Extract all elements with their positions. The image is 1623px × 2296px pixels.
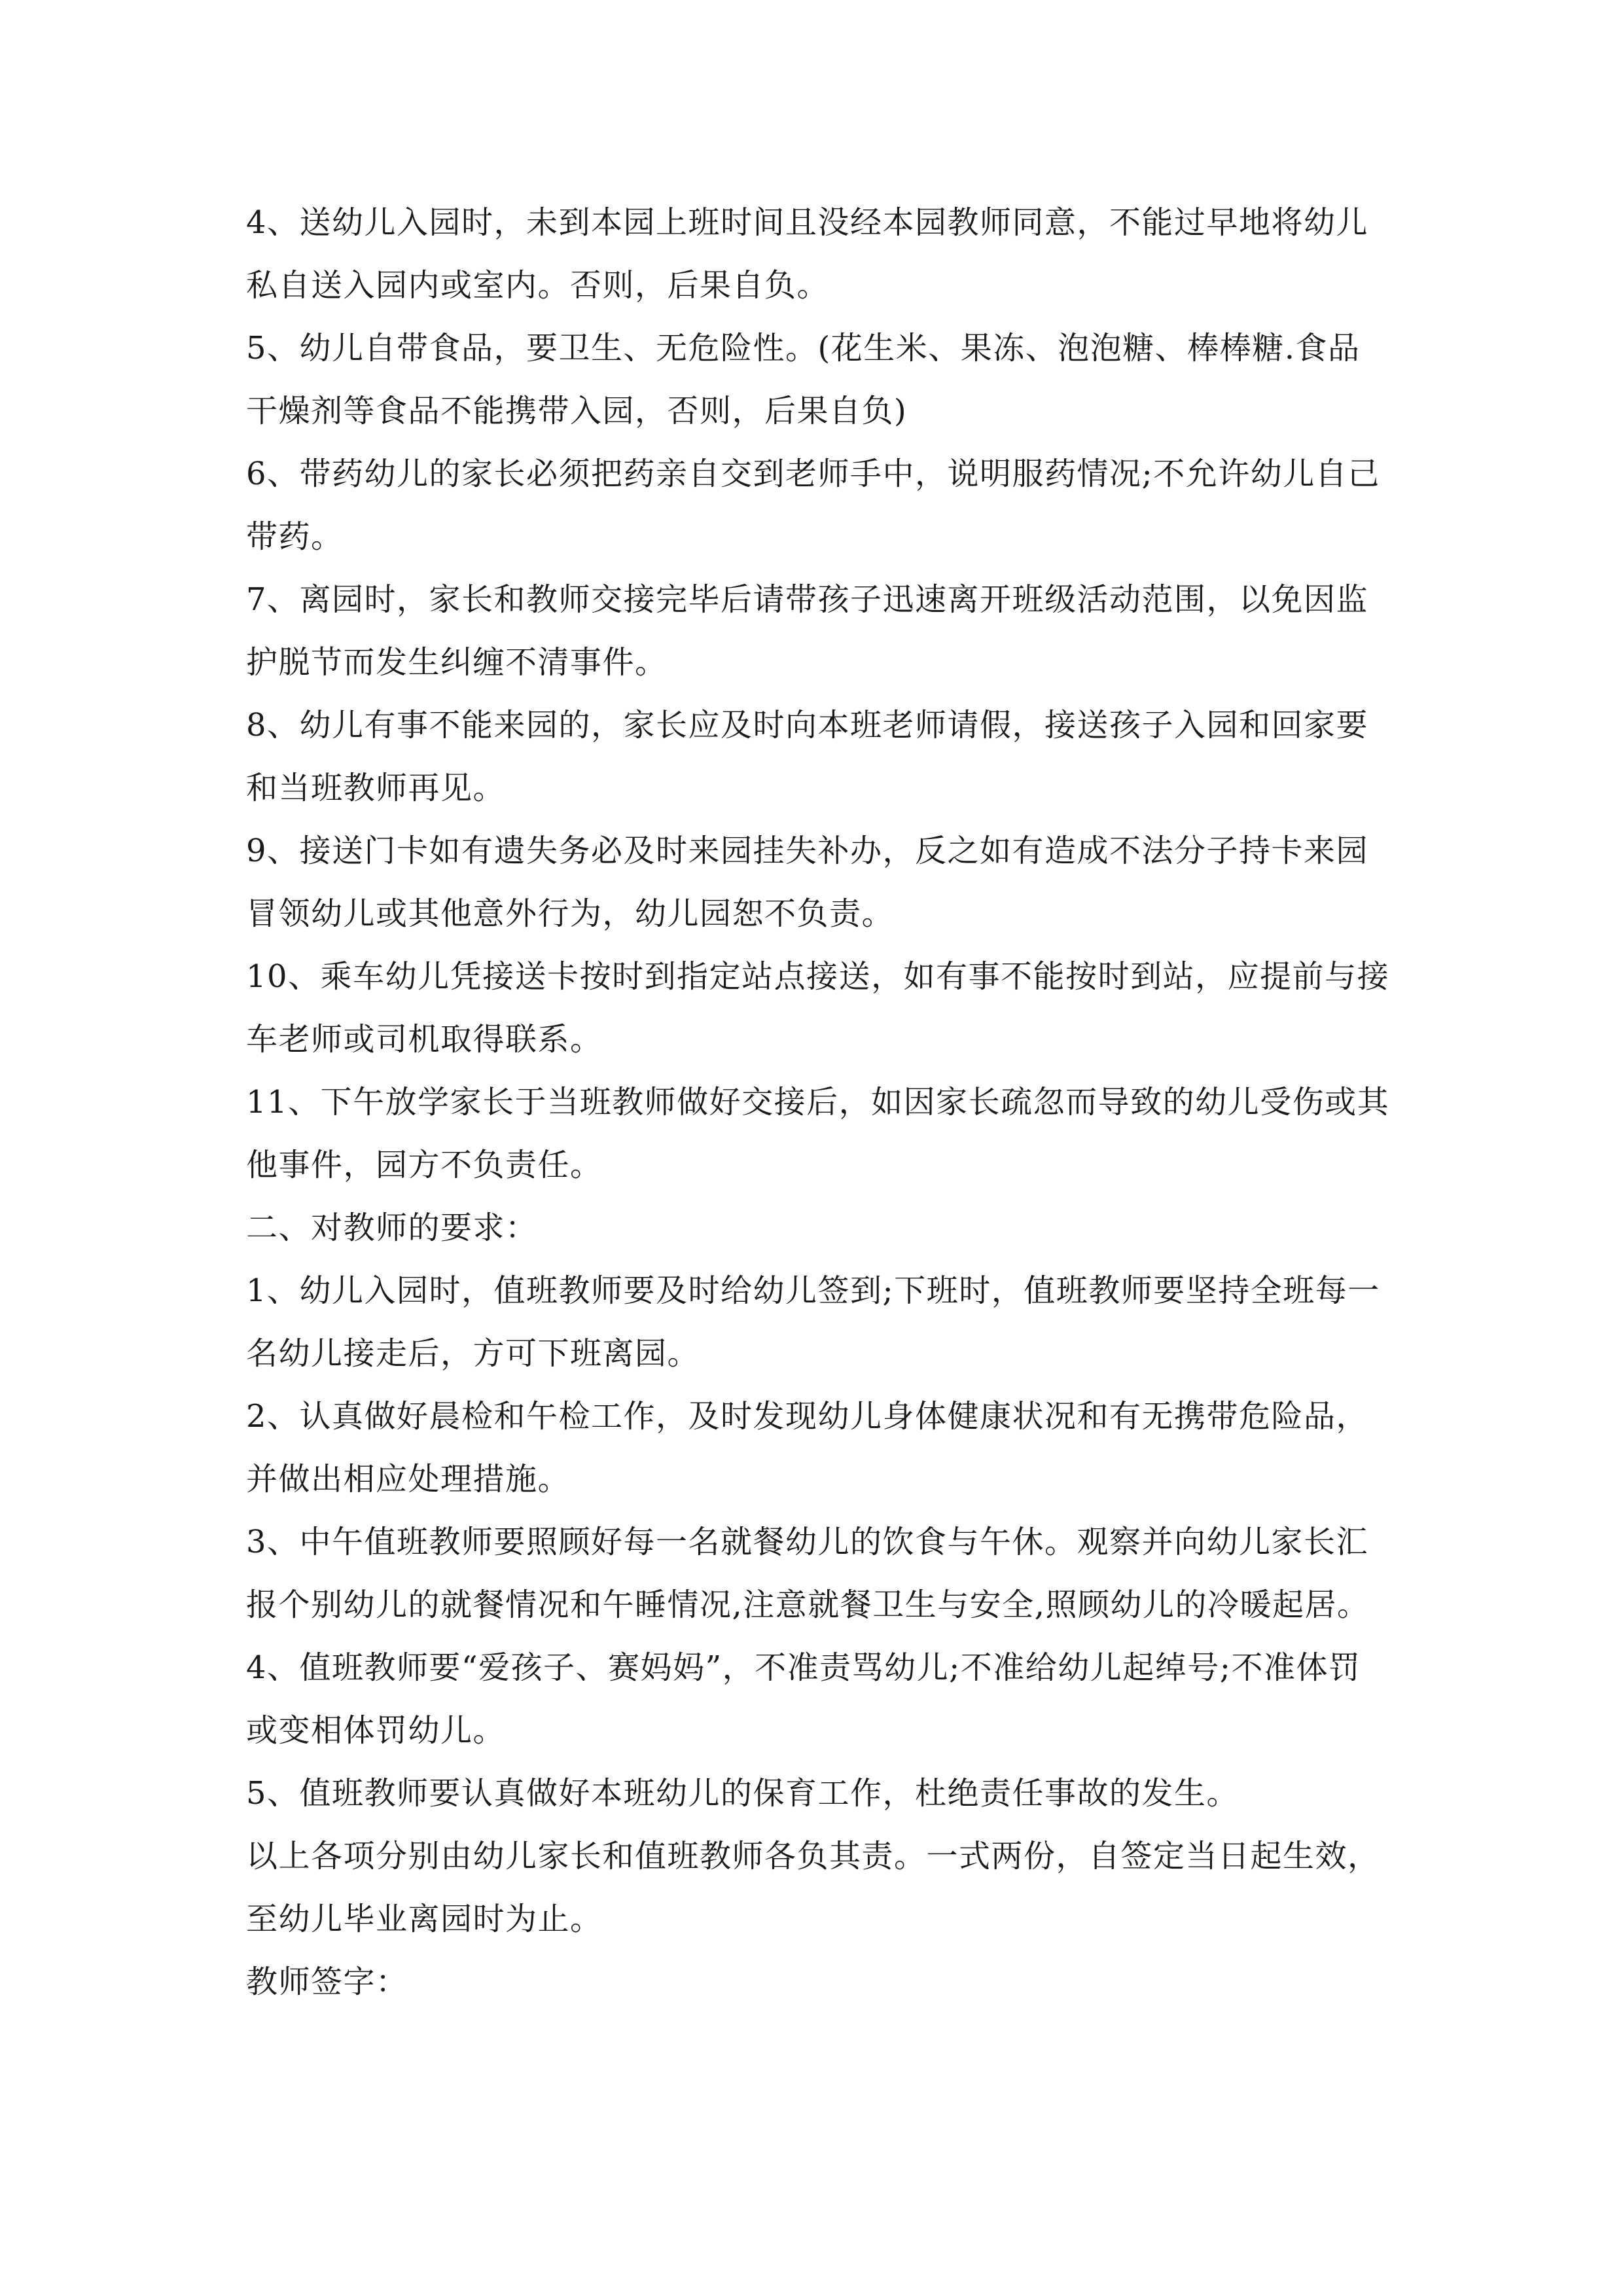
rule-5-teacher	[246, 1762, 1388, 1825]
text-line: 5、幼儿自带食品，要卫生、无危险性。(花生米、果冻、泡泡糖、棒棒糖.食品	[246, 330, 1361, 367]
text-line: 10、乘车幼儿凭接送卡按时到指定站点接送，如有事不能按时到站，应提前与接	[246, 958, 1390, 995]
rule-4-teacher	[246, 1636, 1388, 1762]
text-line: 干燥剂等食品不能携带入园，否则，后果自负)	[246, 393, 908, 429]
text-line: 或变相体罚幼儿。	[246, 1712, 506, 1749]
text-line: 9、接送门卡如有遗失务必及时来园挂失补办，反之如有造成不法分子持卡来园	[246, 833, 1369, 869]
section-heading: 二、对教师的要求：	[246, 1210, 538, 1246]
document-body	[246, 191, 1388, 2013]
closing-statement	[246, 1825, 1388, 1950]
rule-4-parent	[246, 191, 1388, 317]
text-line: 并做出相应处理措施。	[246, 1461, 571, 1498]
rule-8-parent	[246, 694, 1388, 819]
rule-1-teacher	[246, 1259, 1388, 1385]
text-line: 8、幼儿有事不能来园的，家长应及时向本班老师请假，接送孩子入园和回家要	[246, 707, 1369, 744]
teacher-signature	[246, 1950, 1388, 2013]
rule-6-parent	[246, 442, 1388, 568]
text-line: 5、值班教师要认真做好本班幼儿的保育工作，杜绝责任事故的发生。	[246, 1775, 1240, 1812]
text-line: 冒领幼儿或其他意外行为，幼儿园恕不负责。	[246, 895, 895, 932]
text-line: 1、幼儿入园时，值班教师要及时给幼儿签到;下班时，值班教师要坚持全班每一	[246, 1272, 1380, 1309]
text-line: 以上各项分别由幼儿家长和值班教师各负其责。一式两份，自签定当日起生效，	[246, 1838, 1380, 1874]
signature-label: 教师签字：	[246, 1964, 408, 2000]
text-line: 7、离园时，家长和教师交接完毕后请带孩子迅速离开班级活动范围，以免因监	[246, 581, 1369, 618]
text-line: 带药。	[246, 518, 344, 555]
rule-9-parent	[246, 819, 1388, 945]
rule-2-teacher	[246, 1385, 1388, 1511]
text-line: 6、带药幼儿的家长必须把药亲自交到老师手中，说明服药情况;不允许幼儿自己	[246, 456, 1380, 492]
text-line: 4、送幼儿入园时，未到本园上班时间且没经本园教师同意，不能过早地将幼儿	[246, 204, 1369, 241]
text-line: 他事件，园方不负责任。	[246, 1147, 603, 1183]
text-line: 3、中午值班教师要照顾好每一名就餐幼儿的饮食与午休。观察并向幼儿家长汇	[246, 1524, 1369, 1560]
rule-10-parent	[246, 945, 1388, 1071]
rule-7-parent	[246, 568, 1388, 694]
text-line: 名幼儿接走后，方可下班离园。	[246, 1335, 700, 1372]
text-line: 至幼儿毕业离园时为止。	[246, 1901, 603, 1937]
text-line: 车老师或司机取得联系。	[246, 1021, 603, 1058]
text-line: 护脱节而发生纠缠不清事件。	[246, 644, 668, 681]
text-line: 私自送入园内或室内。否则，后果自负。	[246, 267, 830, 304]
section-heading-teacher	[246, 1196, 1388, 1259]
text-line: 报个别幼儿的就餐情况和午睡情况,注意就餐卫生与安全,照顾幼儿的冷暖起居。	[246, 1587, 1370, 1623]
rule-5-parent	[246, 317, 1388, 442]
text-line: 11、下午放学家长于当班教师做好交接后，如因家长疏忽而导致的幼儿受伤或其	[246, 1084, 1390, 1121]
text-line: 4、值班教师要“爱孩子、赛妈妈”，不准责骂幼儿;不准给幼儿起绰号;不准体罚	[246, 1649, 1361, 1686]
text-line: 和当班教师再见。	[246, 770, 506, 806]
rule-3-teacher	[246, 1511, 1388, 1636]
text-line: 2、认真做好晨检和午检工作，及时发现幼儿身体健康状况和有无携带危险品，	[246, 1398, 1369, 1435]
rule-11-parent	[246, 1071, 1388, 1196]
